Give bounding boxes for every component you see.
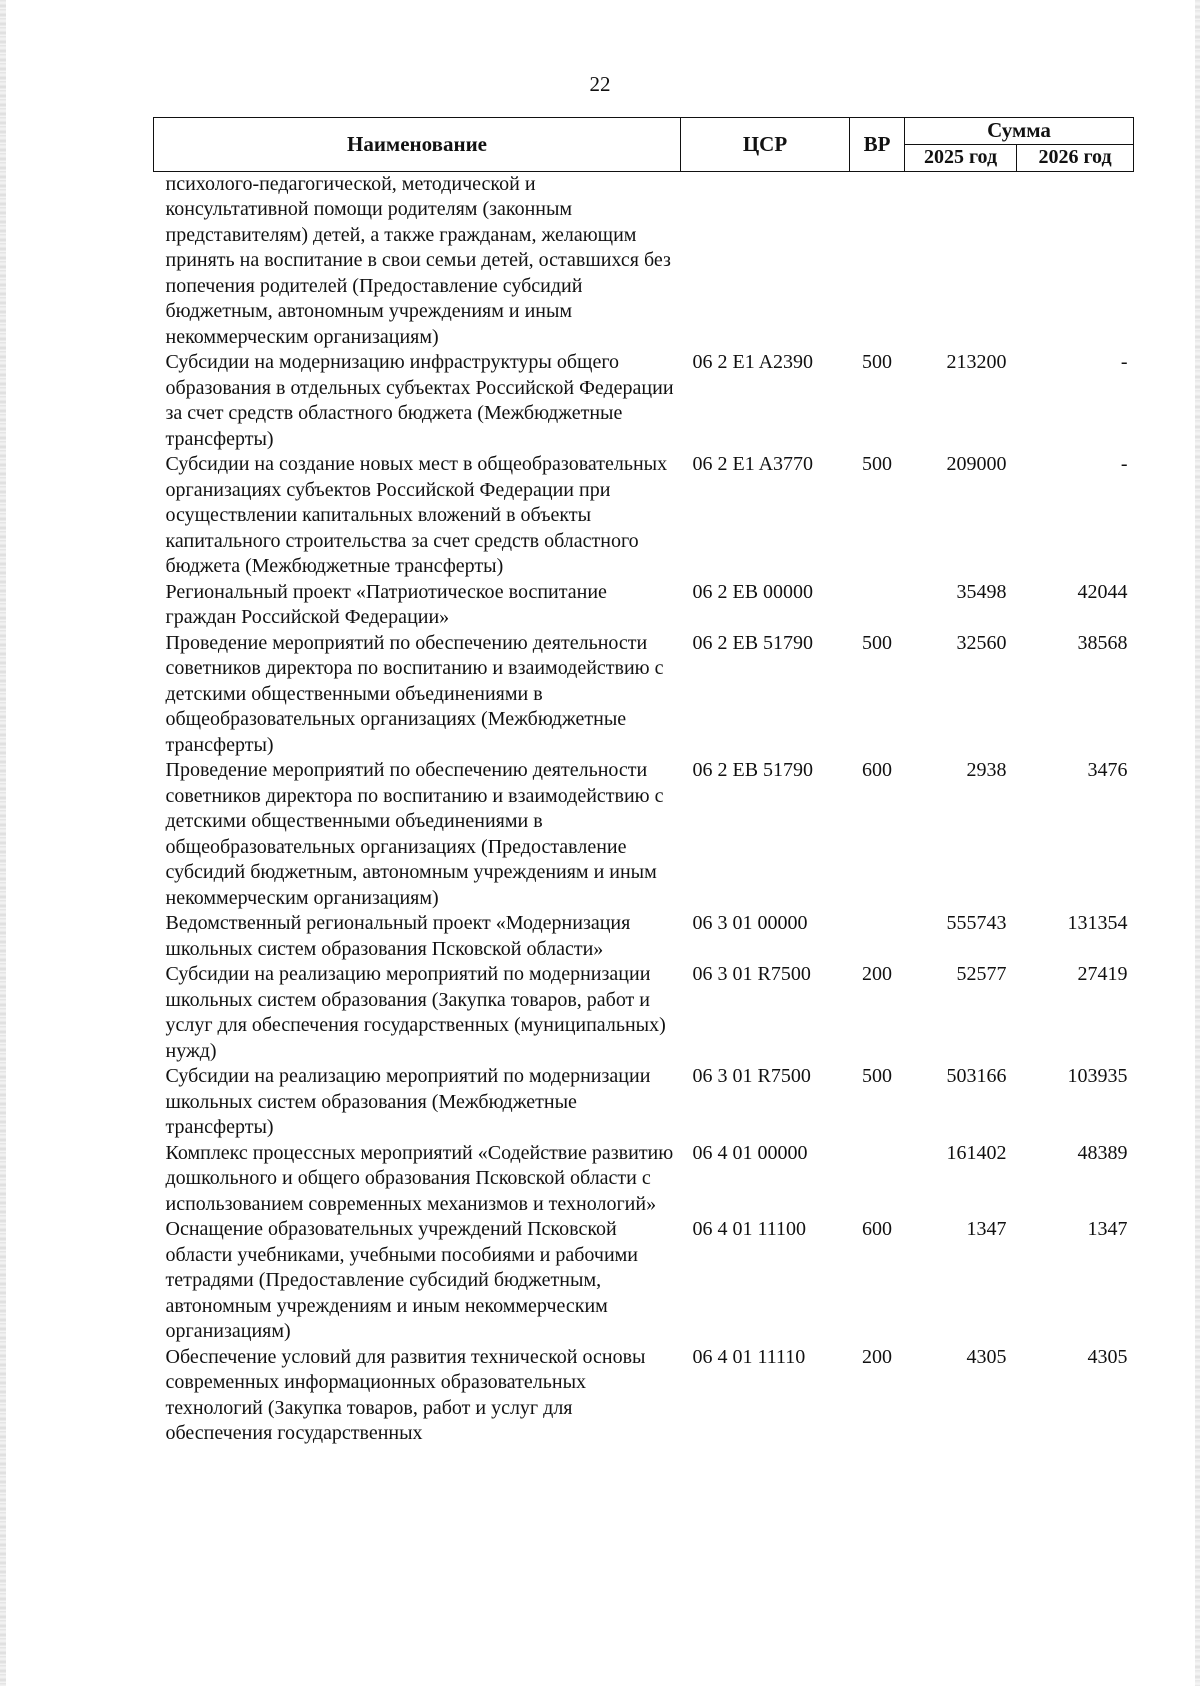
row-sum-2026: 48389: [1077, 1141, 1128, 1164]
row-name: Обеспечение условий для развития технической основы современных информационных образовательных технологий (Закупка товаров, работ и услуг для обеспечения государственных: [165, 1345, 646, 1444]
header-csr: ЦСР: [681, 118, 850, 172]
row-sum-2025: 1347: [966, 1218, 1007, 1240]
row-sum-2025: 52577: [956, 963, 1007, 985]
row-csr: 06 2 E1 A3770: [692, 453, 814, 475]
row-csr: 06 2 EB 51790: [692, 759, 814, 781]
row-sum-2026: -: [1120, 351, 1128, 373]
row-sum-2026: 3476: [1087, 759, 1128, 781]
row-sum-2025: 4305: [966, 1345, 1007, 1368]
table-row: [154, 350, 1134, 452]
scan-edge-right: [1195, 0, 1200, 1686]
table-row: [154, 1217, 1134, 1345]
row-sum-2026: 42044: [1077, 580, 1128, 603]
row-csr: 06 4 01 11100: [692, 1218, 807, 1240]
row-vr: 500: [862, 453, 892, 475]
row-vr: 600: [862, 759, 892, 781]
row-csr: 06 2 EB 00000: [692, 580, 814, 603]
row-csr: 06 4 01 00000: [692, 1141, 808, 1164]
table-row: [154, 758, 1134, 911]
row-sum-2025: 209000: [946, 453, 1007, 475]
row-name: Субсидии на модернизацию инфраструктуры общего образования в отдельных субъектах Российской Федерации за счет средств областного бюджета (Межбюджетные трансферты): [165, 351, 674, 450]
row-csr: 06 4 01 11110: [692, 1345, 806, 1368]
row-sum-2026: 1347: [1087, 1218, 1128, 1240]
header-year-2026: 2026 год: [1017, 145, 1134, 172]
row-sum-2026: -: [1120, 453, 1128, 475]
row-sum-2026: 103935: [1067, 1065, 1128, 1087]
row-csr: 06 3 01 R7500: [692, 1065, 811, 1087]
scan-edge-left: [0, 0, 6, 1686]
budget-table: [153, 117, 1134, 1447]
row-sum-2025: 35498: [956, 580, 1007, 603]
row-sum-2025: [905, 171, 1017, 350]
table-body: [154, 171, 1134, 1447]
table-row: [154, 631, 1134, 759]
table-row: [154, 1345, 1134, 1447]
row-name: Проведение мероприятий по обеспечению деятельности советников директора по воспитанию и взаимодействию с детскими общественными объединениями в общеобразовательных организациях (Межбюджетные трансферты): [165, 631, 664, 756]
row-vr: 600: [862, 1218, 892, 1240]
row-sum-2026: [1017, 171, 1134, 350]
table-row: [154, 452, 1134, 580]
header-name: Наименование: [154, 118, 681, 172]
row-name: Субсидии на реализацию мероприятий по модернизации школьных систем образования (Межбюджетные трансферты): [165, 1065, 651, 1138]
row-vr: [850, 1141, 905, 1218]
row-sum-2025: 555743: [946, 912, 1007, 934]
row-sum-2026: 4305: [1087, 1345, 1128, 1368]
row-csr: 06 3 01 R7500: [692, 963, 811, 985]
page-number: 22: [589, 72, 611, 96]
row-name: Субсидии на реализацию мероприятий по модернизации школьных систем образования (Закупка товаров, работ и услуг для обеспечения государственных (муниципальных) нужд): [165, 963, 666, 1062]
header-year-2025: 2025 год: [905, 145, 1017, 172]
table-header: [154, 118, 1134, 172]
row-name: Оснащение образовательных учреждений Псковской области учебниками, учебными пособиями и рабочими тетрадями (Предоставление субсидий бюджетным, автономным учреждениям и иным некоммерческим организациям): [165, 1218, 639, 1342]
row-csr: 06 2 EB 51790: [692, 631, 814, 654]
row-csr: 06 3 01 00000: [692, 912, 808, 934]
table-row: [154, 1141, 1134, 1218]
row-name: Проведение мероприятий по обеспечению деятельности советников директора по воспитанию и взаимодействию с детскими общественными объединениями в общеобразовательных организациях (Предоставление субсидий бюджетным, автономным учреждениям и иным некоммерческим организациям): [165, 759, 664, 909]
row-vr: 200: [862, 1345, 892, 1368]
row-vr: [850, 171, 905, 350]
row-sum-2025: 213200: [946, 351, 1007, 373]
header-sum: Сумма: [905, 118, 1134, 145]
row-csr: [681, 171, 850, 350]
row-sum-2025: 2938: [966, 759, 1007, 781]
row-sum-2025: 161402: [946, 1141, 1007, 1164]
row-vr: 200: [862, 963, 892, 985]
row-sum-2026: 27419: [1077, 963, 1128, 985]
table-row: [154, 911, 1134, 962]
row-vr: [850, 580, 905, 631]
row-sum-2025: 32560: [956, 631, 1007, 654]
table-row: [154, 962, 1134, 1064]
row-vr: 500: [862, 631, 892, 654]
row-csr: 06 2 E1 A2390: [692, 351, 814, 373]
row-sum-2025: 503166: [946, 1065, 1007, 1087]
row-vr: 500: [862, 1065, 892, 1087]
table-row: [154, 171, 1134, 350]
row-vr: [850, 911, 905, 962]
row-name: Региональный проект «Патриотическое воспитание граждан Российской Федерации»: [165, 580, 607, 628]
row-name: Субсидии на создание новых мест в общеобразовательных организациях субъектов Российской Федерации при осуществлении капитальных вложений в объекты капитального строительства за счет средств областного бюджета (Межбюджетные трансферты): [165, 453, 668, 577]
row-sum-2026: 131354: [1067, 912, 1128, 934]
row-name: Комплекс процессных мероприятий «Содействие развитию дошкольного и общего образования Псковской области с использованием современных механизмов и технологий»: [165, 1141, 674, 1215]
table-row: [154, 580, 1134, 631]
row-vr: 500: [862, 351, 892, 373]
table-row: [154, 1064, 1134, 1141]
row-sum-2026: 38568: [1077, 631, 1128, 654]
header-vr: ВР: [850, 118, 905, 172]
row-name: психолого-педагогической, методической и консультативной помощи родителям (законным представителям) детей, а также гражданам, желающим принять на воспитание в свои семьи детей, оставшихся без попечения родителей (Предоставление субсидий бюджетным, автономным учреждениям и иным некоммерческим организациям): [165, 172, 671, 348]
row-name: Ведомственный региональный проект «Модернизация школьных систем образования Псковской области»: [165, 912, 631, 960]
